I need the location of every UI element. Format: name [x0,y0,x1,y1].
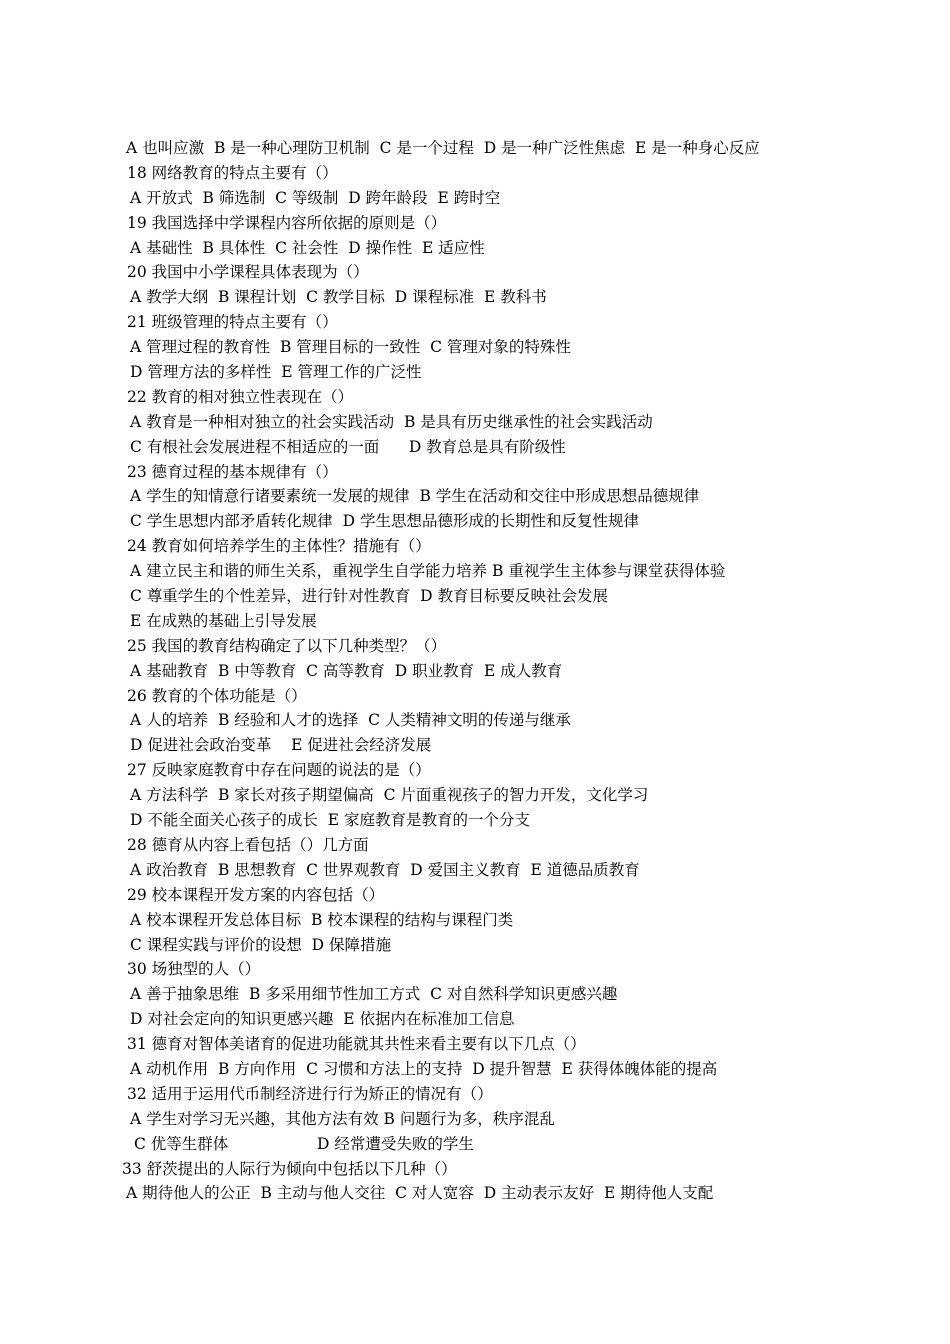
text-line-options-21a: A 管理过程的教育性 B 管理目标的一致性 C 管理对象的特殊性 [130,338,571,357]
text-line-options-23a: A 学生的知情意行诸要素统一发展的规律 B 学生在活动和交往中形成思想品德规律 [130,487,700,506]
text-line-options-31: A 动机作用 B 方向作用 C 习惯和方法上的支持 D 提升智慧 E 获得体魄体能的提高 [130,1059,718,1078]
text-line-options-24a: A 建立民主和谐的师生关系，重视学生自学能力培养 B 重视学生主体参与课堂获得体验 [130,562,726,581]
text-line-question-30: 30 场独型的人（） [127,960,261,979]
text-line-options-19: A 基础性 B 具体性 C 社会性 D 操作性 E 适应性 [130,238,485,257]
text-line-question-24: 24 教育如何培养学生的主体性？措施有（） [127,537,431,556]
text-line-options-24c: E 在成熟的基础上引导发展 [130,611,317,630]
text-line-options-30b: D 对社会定向的知识更感兴趣 E 依据内在标准加工信息 [130,1010,515,1029]
text-line-options-28: A 政治教育 B 思想教育 C 世界观教育 D 爱国主义教育 E 道德品质教育 [130,860,640,879]
text-line-question-31: 31 德育对智体美诸育的促进功能就其共性来看主要有以下几点（） [127,1035,586,1054]
text-line-options-26a: A 人的培养 B 经验和人才的选择 C 人类精神文明的传递与继承 [130,711,571,730]
question-text-block [0,136,950,1206]
text-line-question-26: 26 教育的个体功能是（） [127,686,307,705]
text-line-options-26b: D 促进社会政治变革 E 促进社会经济发展 [130,736,432,755]
text-line-options-22b: C 有根社会发展进程不相适应的一面 D 教育总是具有阶级性 [130,437,566,456]
text-line-options-24b: C 尊重学生的个性差异，进行针对性教育 D 教育目标要反映社会发展 [130,587,608,606]
text-line-options-25: A 基础教育 B 中等教育 C 高等教育 D 职业教育 E 成人教育 [130,661,563,680]
text-line-options-30a: A 善于抽象思维 B 多采用细节性加工方式 C 对自然科学知识更感兴趣 [130,985,618,1004]
text-line-question-29: 29 校本课程开发方案的内容包括（） [127,885,385,904]
text-line-question-18: 18 网络教育的特点主要有（） [127,163,338,182]
text-line-options-18: A 开放式 B 筛选制 C 等级制 D 跨年龄段 E 跨时空 [130,188,501,207]
text-line-question-32: 32 适用于运用代币制经济进行行为矫正的情况有（） [127,1084,493,1103]
text-line-answer-17: A 也叫应激 B 是一种心理防卫机制 C 是一个过程 D 是一种广泛性焦虑 E 是一种身心反应 [126,139,760,157]
text-line-options-29a: A 校本课程开发总体目标 B 校本课程的结构与课程门类 [130,910,514,929]
text-line-question-21: 21 班级管理的特点主要有（） [127,313,338,332]
text-line-question-33: 33 舒茨提出的人际行为倾向中包括以下几种（） [122,1159,457,1178]
text-line-options-27a: A 方法科学 B 家长对孩子期望偏高 C 片面重视孩子的智力开发，文化学习 [130,786,649,805]
text-line-options-32b: C 优等生群体 D 经常遭受失败的学生 [134,1134,474,1153]
text-line-question-28: 28 德育从内容上看包括（）几方面 [127,835,369,854]
text-line-options-23b: C 学生思想内部矛盾转化规律 D 学生思想品德形成的长期性和反复性规律 [130,512,639,531]
text-line-question-22: 22 教育的相对独立性表现在（） [127,387,354,406]
text-line-options-32a: A 学生对学习无兴趣，其他方法有效 B 问题行为多，秩序混乱 [130,1109,555,1128]
text-line-question-25: 25 我国的教育结构确定了以下几种类型？（） [127,636,447,655]
text-line-question-20: 20 我国中小学课程具体表现为（） [127,263,369,282]
text-line-options-21b: D 管理方法的多样性 E 管理工作的广泛性 [130,363,422,382]
text-line-options-22a: A 教育是一种相对独立的社会实践活动 B 是具有历史继承性的社会实践活动 [130,412,653,431]
text-line-question-23: 23 德育过程的基本规律有（） [127,462,338,481]
text-line-options-29b: C 课程实践与评价的设想 D 保障措施 [130,935,391,954]
text-line-options-27b: D 不能全面关心孩子的成长 E 家庭教育是教育的一个分支 [130,811,530,830]
text-line-options-33: A 期待他人的公正 B 主动与他人交往 C 对人宽容 D 主动表示友好 E 期待他人支配 [126,1184,714,1203]
text-line-question-27: 27 反映家庭教育中存在问题的说法的是（） [127,761,431,780]
text-line-question-19: 19 我国选择中学课程内容所依据的原则是（） [127,213,447,232]
text-line-options-20: A 教学大纲 B 课程计划 C 教学目标 D 课程标准 E 教科书 [130,288,547,307]
